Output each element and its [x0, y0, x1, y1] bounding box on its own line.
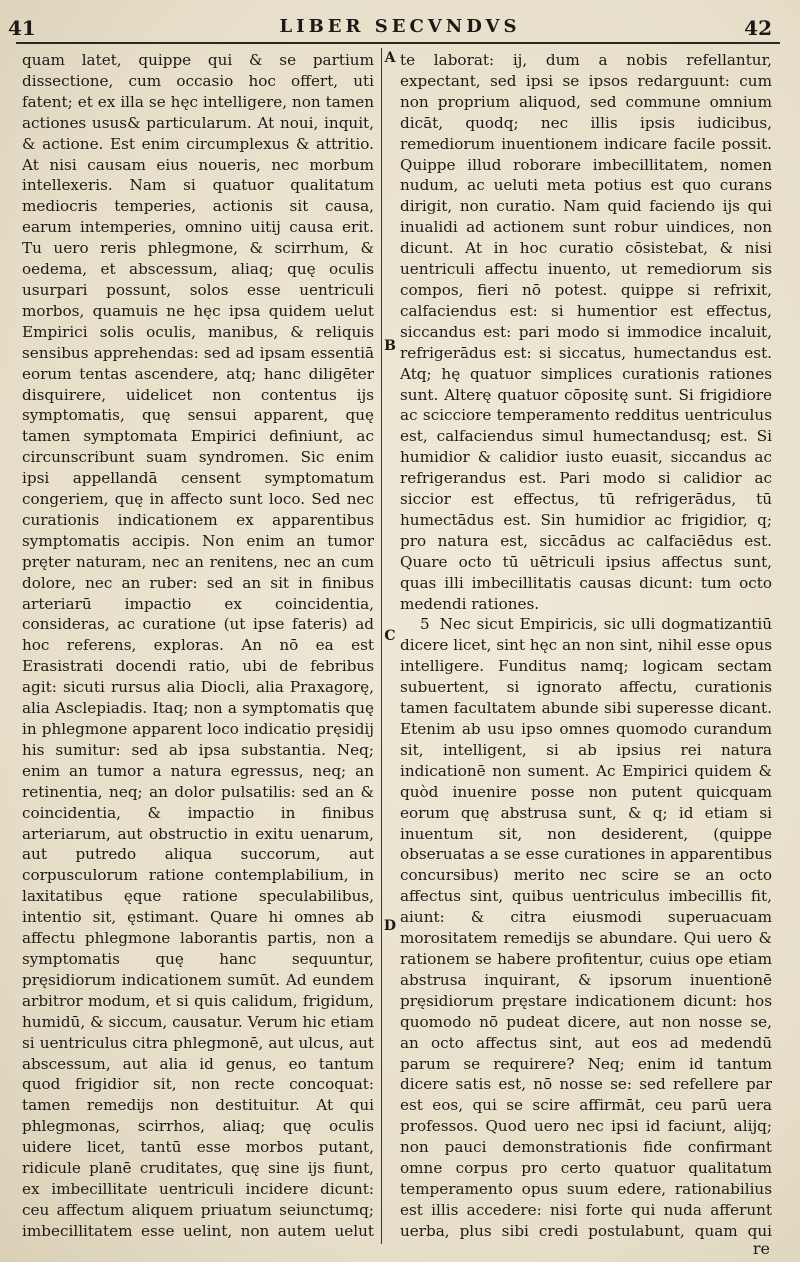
section-text: Nec sicut Empiricis, sic ulli dogmatizantiū dicere licet, sint hęc an non sint, nihil esse opus intelligere. Funditus namq; logicam sectam subuertent, si ignorato affectu, curationis tamen facultatem abunde sibi superesse dicant. Etenim ab usu ipso omnes quomodo curandum sit, intelligent, si ab ipsius rei natura indicationē non sument. Ac Empirici quidem & quòd inuenire posse non putent quicquam eorum quę abstrusa sunt, & q; id etiam si inuentum sit, non desiderent, (quippe obseruatas a se esse curationes in apparentibus concursibus) merito nec scire se an octo affectus sint, quibus uentriculus imbecillis fit, aiunt: & citra eiusmodi superuacuam morositatem remedijs se abundare. Qui uero & rationem se habere profitentur, cuius ope etiam abstrusa inquirant, & ipsorum inuentionē pręsidiorum pręstare indicationem dicunt: hos quomodo nō pudeat dicere, aut non nosse se, an octo affectus sint, aut eos ad medendū parum se requirere? Neq; enim id tantum dicere satis est, nō nosse se: sed refellere par est eos, qui se scire affirmāt, ceu parū uera professos. Quod uero nec ipsi id faciunt, alijq; non pauci demonstrationis fide confirmant omne corpus pro certo quatuor qualitatum temperamento opus suum edere, rationabilius est illis accedere: nisi forte qui nuda afferunt uerba, plus sibi credi postulabunt, quam qui: [400, 615, 772, 1240]
section-number: 5: [420, 615, 430, 634]
page-header: [0, 14, 800, 44]
margin-letter-d: D: [383, 918, 397, 934]
margin-letter-b: B: [384, 338, 396, 354]
left-text-column: [22, 50, 374, 1242]
right-text-column: [400, 50, 772, 1242]
left-column-text: quam latet, quippe qui & se partium dissectione, cum occasio hoc offert, uti fatent; et ex illa se hęc intelligere, non tamen actiones usus& particularum. At noui, inquit, & actione. Est enim circumplexus & attritio. At nisi causam eius noueris, nec morbum intellexeris. Nam si quatuor qualitatum mediocris temperies, actionis sit causa, earum intemperies, omnino uitij causa erit. Tu uero reris phlegmone, & scirrhum, & oedema, et abscessum, aliaq; quę oculis usurpari possunt, solos esse uentriculi morbos, quamuis ne hęc ipsa quidem uelut Empirici solis oculis, manibus, & reliquis sensibus apprehendas: sed ad ipsam essentiā eorum tentas ascendere, atq; hanc diligēter disquirere, uidelicet non contentus ijs symptomatis, quę sensui apparent, quę tamen symptomata Empirici definiunt, ac circunscribunt suam syndromen. Sic enim ipsi appellandā censent symptomatum congeriem, quę in affecto sunt loco. Sed nec curationis indicationem ex apparentibus symptomatis accipis. Non enim an tumor pręter naturam, nec an renitens, nec an cum dolore, nec an ruber: sed an sit in finibus arteriarū impactio ex coincidentia, consideras, ac curatione (ut ipse fateris) ad hoc referens, exploras. An nō ea est Erasistrati docendi ratio, ubi de febribus agit: sicuti rursus alia Diocli, alia Praxagorę, alia Asclepiadis. Itaq; non a symptomatis quę in phlegmone apparent loco indicatio pręsidij his sumitur: sed ab ipsa substantia. Neq; enim an tumor a natura egressus, neq; an retinentia, neq; an dolor pulsatilis: sed an & coincidentia, & impactio in finibus arteriarum, aut obstructio in exitu uenarum, aut putredo aliqua succorum, aut corpusculorum ratione contemplabilium, in laxitatibus ęque ratione speculabilibus, intentio sit, ęstimant. Quare hi omnes ab affectu phlegmone laborantis partis, non a symptomatis quę hanc sequuntur, pręsidiorum indicationem sumūt. Ad eundem arbitror modum, et si quis calidum, frigidum, humidū, & siccum, causatur. Verum hic etiam si uentriculus citra phlegmonē, aut ulcus, aut abscessum, aut alia id genus, eo tantum quod frigidior sit, non recte concoquat: tamen remedijs non destituitur. At qui phlegmonas, scirrhos, aliaq; quę oculis uidere licet, tantū esse morbos putant, ridicule planē cruditates, quę sine ijs fiunt, ex imbecillitate uentriculi incidere dicunt: ceu affectum aliquem priuatum seiunctumq; imbecillitatem esse uelint, non autem uelut: [22, 51, 374, 1240]
right-column-text-opening: te laborat: ij, dum a nobis refellantur, expectant, sed ipsi se ipsos redarguunt: cum non proprium aliquod, sed commune omnium dicāt, quodq; nec illis ipsis iudicibus, remediorum inuentionem indicare facile possit. Quippe illud roborare imbecillitatem, nomen nudum, ac ueluti meta potius est quo curans dirigit, non curatio. Nam quid faciendo ijs qui inualidi ad actionem sunt robur uindices, non dicunt. At in hoc curatio cōsistebat, & nisi uentriculi affectu inuento, ut remediorum sis compos, fieri nō potest. quippe si refrixit, calfaciendus est: si humentior est effectus, siccandus est: pari modo si immodice incaluit, refrigerādus est: si siccatus, humectandus est. Atq; hę quatuor simplices curationis rationes sunt. Alterę quatuor cōpositę sunt. Si frigidiore ac scicciore temperamento redditus uentriculus est, calfaciendus simul humectandusq; est. Si humidior & calidior iusto euasit, siccandus ac refrigerandus est. Pari modo si calidior ac siccior est effectus, tū refrigerādus, tū humectādus est. Sin humidior ac frigidior, q; pro natura est, siccādus ac calfaciēdus est. Quare octo tū uētriculi ipsius affectus sunt, quas illi imbecillitatis causas dicunt: tum octo medendi rationes.: [400, 51, 772, 613]
catchword: re: [752, 1239, 770, 1258]
column-divider: [381, 48, 382, 1244]
running-title: LIBER SECVNDVS: [279, 16, 521, 37]
margin-letter-c: C: [384, 628, 396, 644]
section-paragraph: [400, 614, 772, 1242]
margin-letter-a: A: [384, 50, 396, 66]
left-page-number: 41: [8, 16, 36, 40]
header-rule: [16, 42, 780, 44]
right-page-number: 42: [744, 16, 772, 40]
